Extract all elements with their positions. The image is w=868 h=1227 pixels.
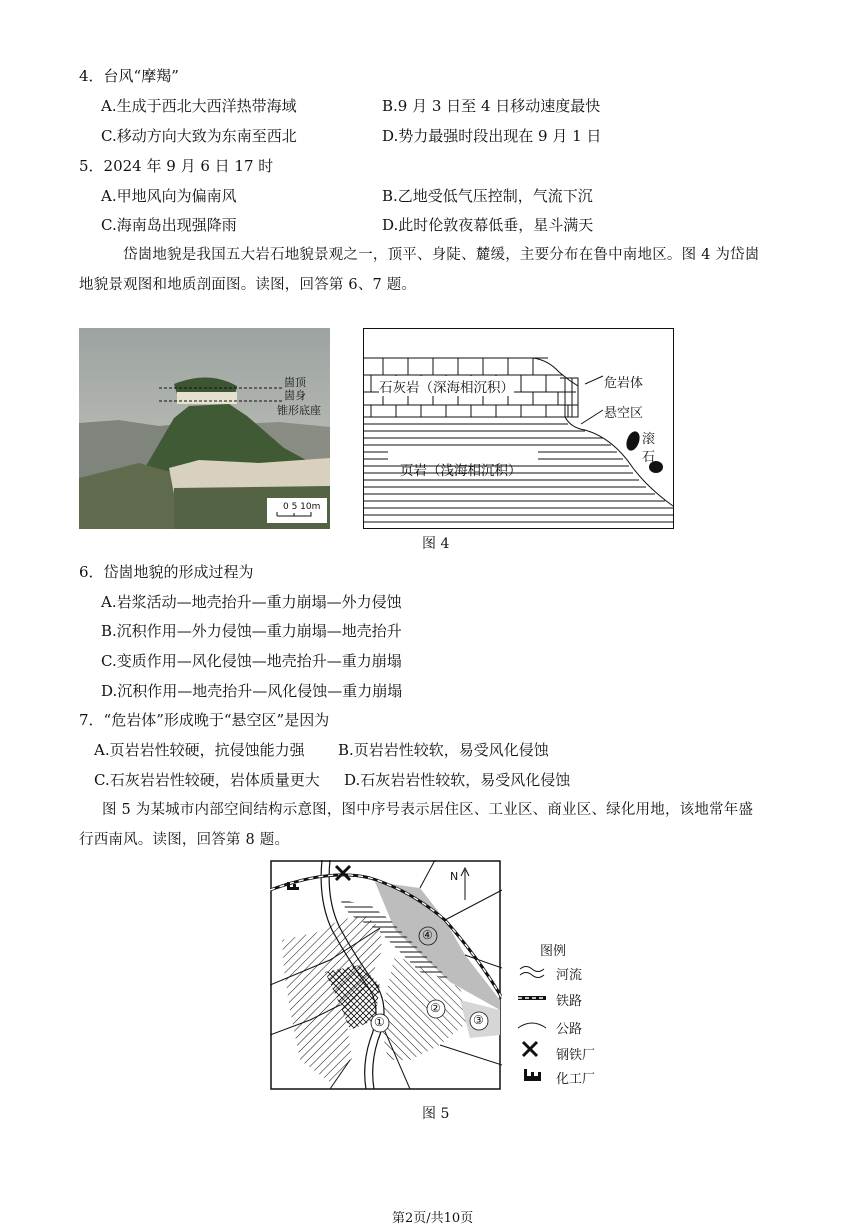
fig4-photo [79, 328, 330, 529]
q6-option-a[interactable]: A.岩浆活动—地壳抬升—重力崩塌—外力侵蚀 [101, 593, 402, 611]
fig5-legend [514, 936, 604, 1086]
q4-option-c[interactable]: C.移动方向大致为东南至西北 [101, 127, 297, 145]
zone-3-label: ③ [473, 1013, 484, 1027]
legend-chemical: 化工厂 [556, 1072, 596, 1087]
q4-option-b[interactable]: B.9 月 3 日至 4 日移动速度最快 [382, 97, 601, 115]
steel-factory-legend-icon [523, 1042, 537, 1056]
q6-option-b[interactable]: B.沉积作用—外力侵蚀—重力崩塌—地壳抬升 [101, 622, 402, 640]
q4-option-a[interactable]: A.生成于西北大西洋热带海域 [101, 97, 297, 115]
north-label: N [450, 870, 459, 883]
q5-option-d[interactable]: D.此时伦敦夜幕低垂，星斗满天 [382, 216, 594, 234]
road-legend-icon [518, 1023, 546, 1028]
q6-option-c[interactable]: C.变质作用—风化侵蚀—地壳抬升—重力崩塌 [101, 652, 402, 670]
q7-option-a[interactable]: A.页岩岩性较硬，抗侵蚀能力强 [94, 741, 305, 759]
q5-option-a[interactable]: A.甲地风向为偏南风 [101, 187, 237, 205]
intro1-line1: 岱崮地貌是我国五大岩石地貌景观之一，顶平、身陡、麓缓，主要分布在鲁中南地区。图 4 为岱崮 [123, 247, 760, 263]
photo-label-base: 锥形底座 [277, 404, 321, 417]
rolling-stone-label-1: 滚 [642, 432, 656, 447]
photo-label-body: 崮身 [284, 389, 306, 402]
q4-option-d[interactable]: D.势力最强时段出现在 9 月 1 日 [382, 127, 602, 145]
zone-1-label: ① [374, 1015, 385, 1029]
fig4-cross-section [363, 328, 674, 529]
fig5-map [270, 860, 502, 1090]
rolling-stone-label-2: 石 [642, 450, 656, 465]
limestone-label: 石灰岩（深海相沉积） [379, 376, 514, 396]
photo-label-top: 崮顶 [284, 376, 306, 389]
intro2-line2: 行西南风。读图，回答第 8 题。 [79, 832, 290, 848]
danger-label: 危岩体 [604, 376, 644, 391]
photo-scale-label: 0 5 10m [283, 502, 321, 512]
shale-label: 页岩（浅海相沉积） [400, 463, 522, 479]
legend-title: 图例 [540, 944, 567, 959]
legend-railway: 铁路 [556, 994, 583, 1009]
zone-2-label: ② [430, 1001, 441, 1015]
fig5-caption: 图 5 [422, 1106, 450, 1122]
legend-river: 河流 [556, 968, 583, 983]
overhang-label: 悬空区 [604, 406, 644, 421]
q7-option-d[interactable]: D.石灰岩岩性较软，易受风化侵蚀 [344, 771, 571, 789]
q6-stem: 6．岱崮地貌的形成过程为 [79, 563, 254, 581]
page-footer: 第2页/共10页 [392, 1211, 474, 1226]
q5-stem: 5．2024 年 9 月 6 日 17 时 [79, 157, 274, 175]
q4-stem: 4．台风“摩羯” [79, 67, 179, 85]
river-legend-icon [520, 967, 544, 978]
chemical-factory-legend-icon [524, 1069, 541, 1081]
intro2-line1: 图 5 为某城市内部空间结构示意图，图中序号表示居住区、工业区、商业区、绿化用地，该地常年盛 [102, 802, 754, 818]
q7-option-c[interactable]: C.石灰岩岩性较硬，岩体质量更大 [94, 771, 320, 789]
intro1-line2: 地貌景观图和地质剖面图。读图，回答第 6、7 题。 [79, 277, 417, 293]
q7-stem: 7．“危岩体”形成晚于“悬空区”是因为 [79, 711, 330, 729]
q6-option-d[interactable]: D.沉积作用—地壳抬升—风化侵蚀—重力崩塌 [101, 682, 403, 700]
legend-road: 公路 [556, 1022, 583, 1037]
fig4-caption: 图 4 [422, 536, 450, 552]
legend-steel: 钢铁厂 [556, 1048, 596, 1063]
q5-option-b[interactable]: B.乙地受低气压控制，气流下沉 [382, 187, 593, 205]
q5-option-c[interactable]: C.海南岛出现强降雨 [101, 216, 237, 234]
zone-4-label: ④ [422, 928, 433, 942]
q7-option-b[interactable]: B.页岩岩性较软，易受风化侵蚀 [338, 741, 549, 759]
